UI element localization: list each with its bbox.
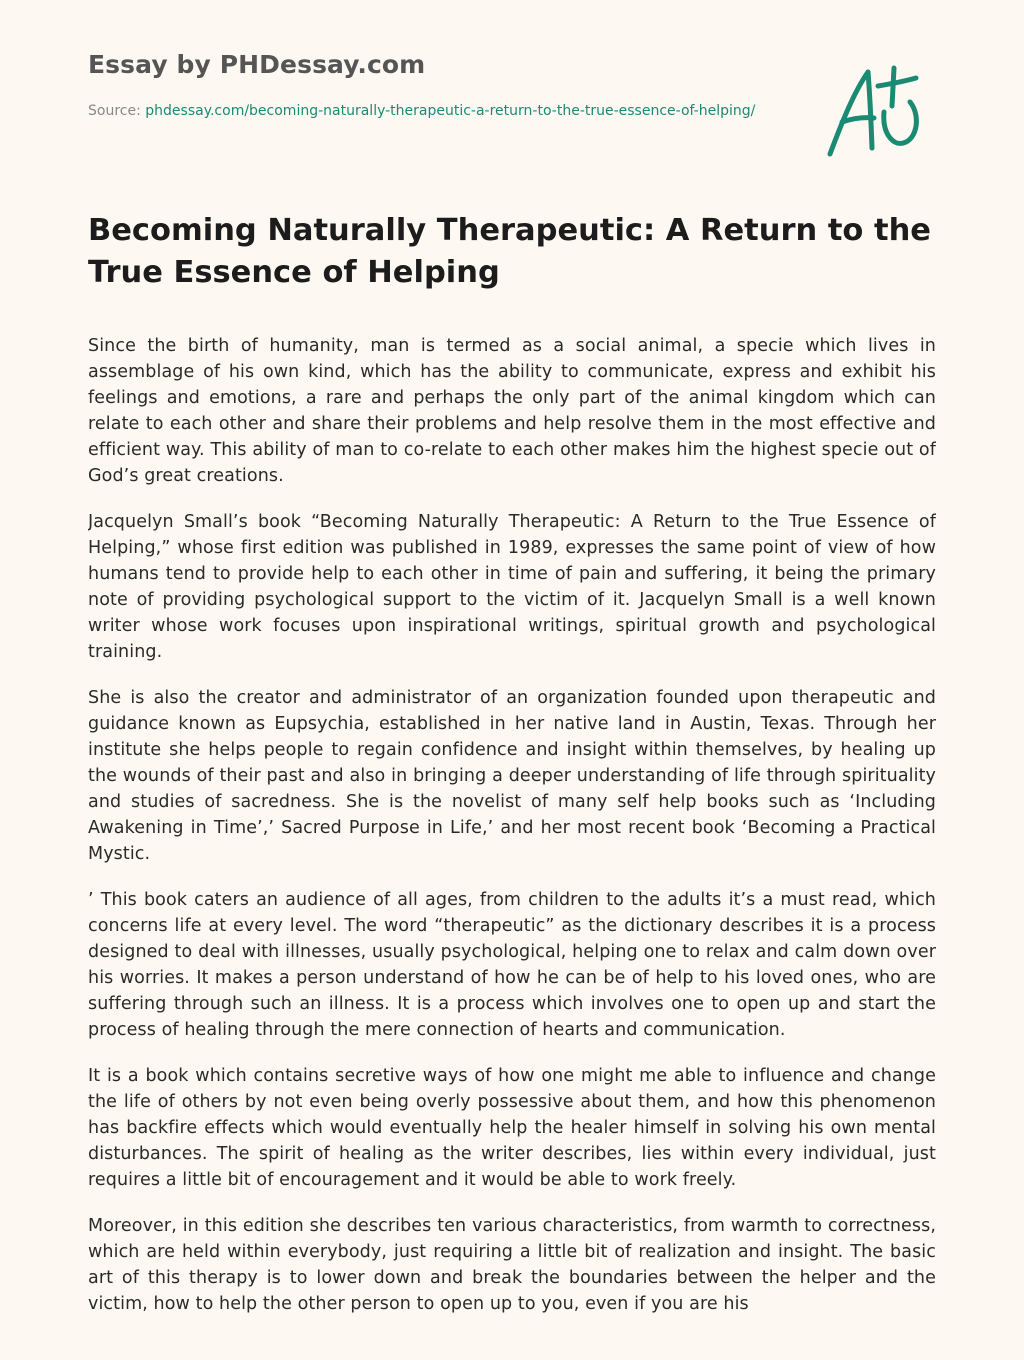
source-label: Source: bbox=[88, 103, 146, 119]
paragraph: It is a book which contains secretive ways of how one might me able to influence and change the life of others by not even being overly possessive about them, and how this phenomenon has backfire effects which would eventually help the healer himself in solving his own mental disturbances. The spirit of healing as the writer describes, lies within every individual, just requires a little bit of encouragement and it would be able to work freely. bbox=[88, 1066, 936, 1190]
source-line bbox=[88, 101, 758, 122]
site-brand: Essay by PHDessay.com bbox=[88, 50, 426, 79]
paragraph: She is also the creator and administrator of an organization founded upon therapeutic and guidance known as Eupsychia, established in her native land in Austin, Texas. Through her institute she helps people to regain confidence and insight within themselves, by healing up the wounds of their past and also in bringing a deeper understanding of life through spirituality and studies of sacredness. She is the novelist of many self help books such as ‘Including Awakening in Time’,’ Sacred Purpose in Life,’ and her most recent book ‘Becoming a Practical Mystic. bbox=[88, 688, 936, 864]
essay-title: Becoming Naturally Therapeutic: A Return to the True Essence of Helping bbox=[88, 213, 931, 290]
essay-body bbox=[88, 333, 936, 1360]
source-link[interactable]: phdessay.com/becoming-naturally-therapeutic-a-return-to-the-true-essence-of-helping/ bbox=[145, 103, 756, 119]
paragraph: ’ This book caters an audience of all ages, from children to the adults it’s a must read, which concerns life at every level. The word “therapeutic” as the dictionary describes it is a process designed to deal with illnesses, usually psychological, helping one to relax and calm down over his worries. It makes a person understand of how he can be of help to his loved ones, who are suffering through such an illness. It is a process which involves one to open up and start the process of healing through the mere connection of hearts and communication. bbox=[88, 890, 936, 1040]
paragraph: Since the birth of humanity, man is termed as a social animal, a specie which lives in assemblage of his own kind, which has the ability to communicate, express and exhibit his feelings and emotions, a rare and perhaps the only part of the animal kingdom which can relate to each other and share their problems and help resolve them in the most effective and efficient way. This ability of man to co-relate to each other makes him the highest specie out of God’s great creations. bbox=[88, 336, 936, 486]
a-plus-grade-icon bbox=[820, 62, 935, 162]
paragraph: Moreover, in this edition she describes ten various characteristics, from warmth to correctness, which are held within everybody, just requiring a little bit of realization and insight. The basic art of this therapy is to lower down and break the boundaries between the helper and the victim, how to help the other person to open up to you, even if you are his bbox=[88, 1216, 936, 1314]
paragraph: Jacquelyn Small’s book “Becoming Naturally Therapeutic: A Return to the True Essence of Helping,” whose first edition was published in 1989, expresses the same point of view of how humans tend to provide help to each other in time of pain and suffering, it being the primary note of providing psychological support to the victim of it. Jacquelyn Small is a well known writer whose work focuses upon inspirational writings, spiritual growth and psychological training. bbox=[88, 512, 936, 662]
